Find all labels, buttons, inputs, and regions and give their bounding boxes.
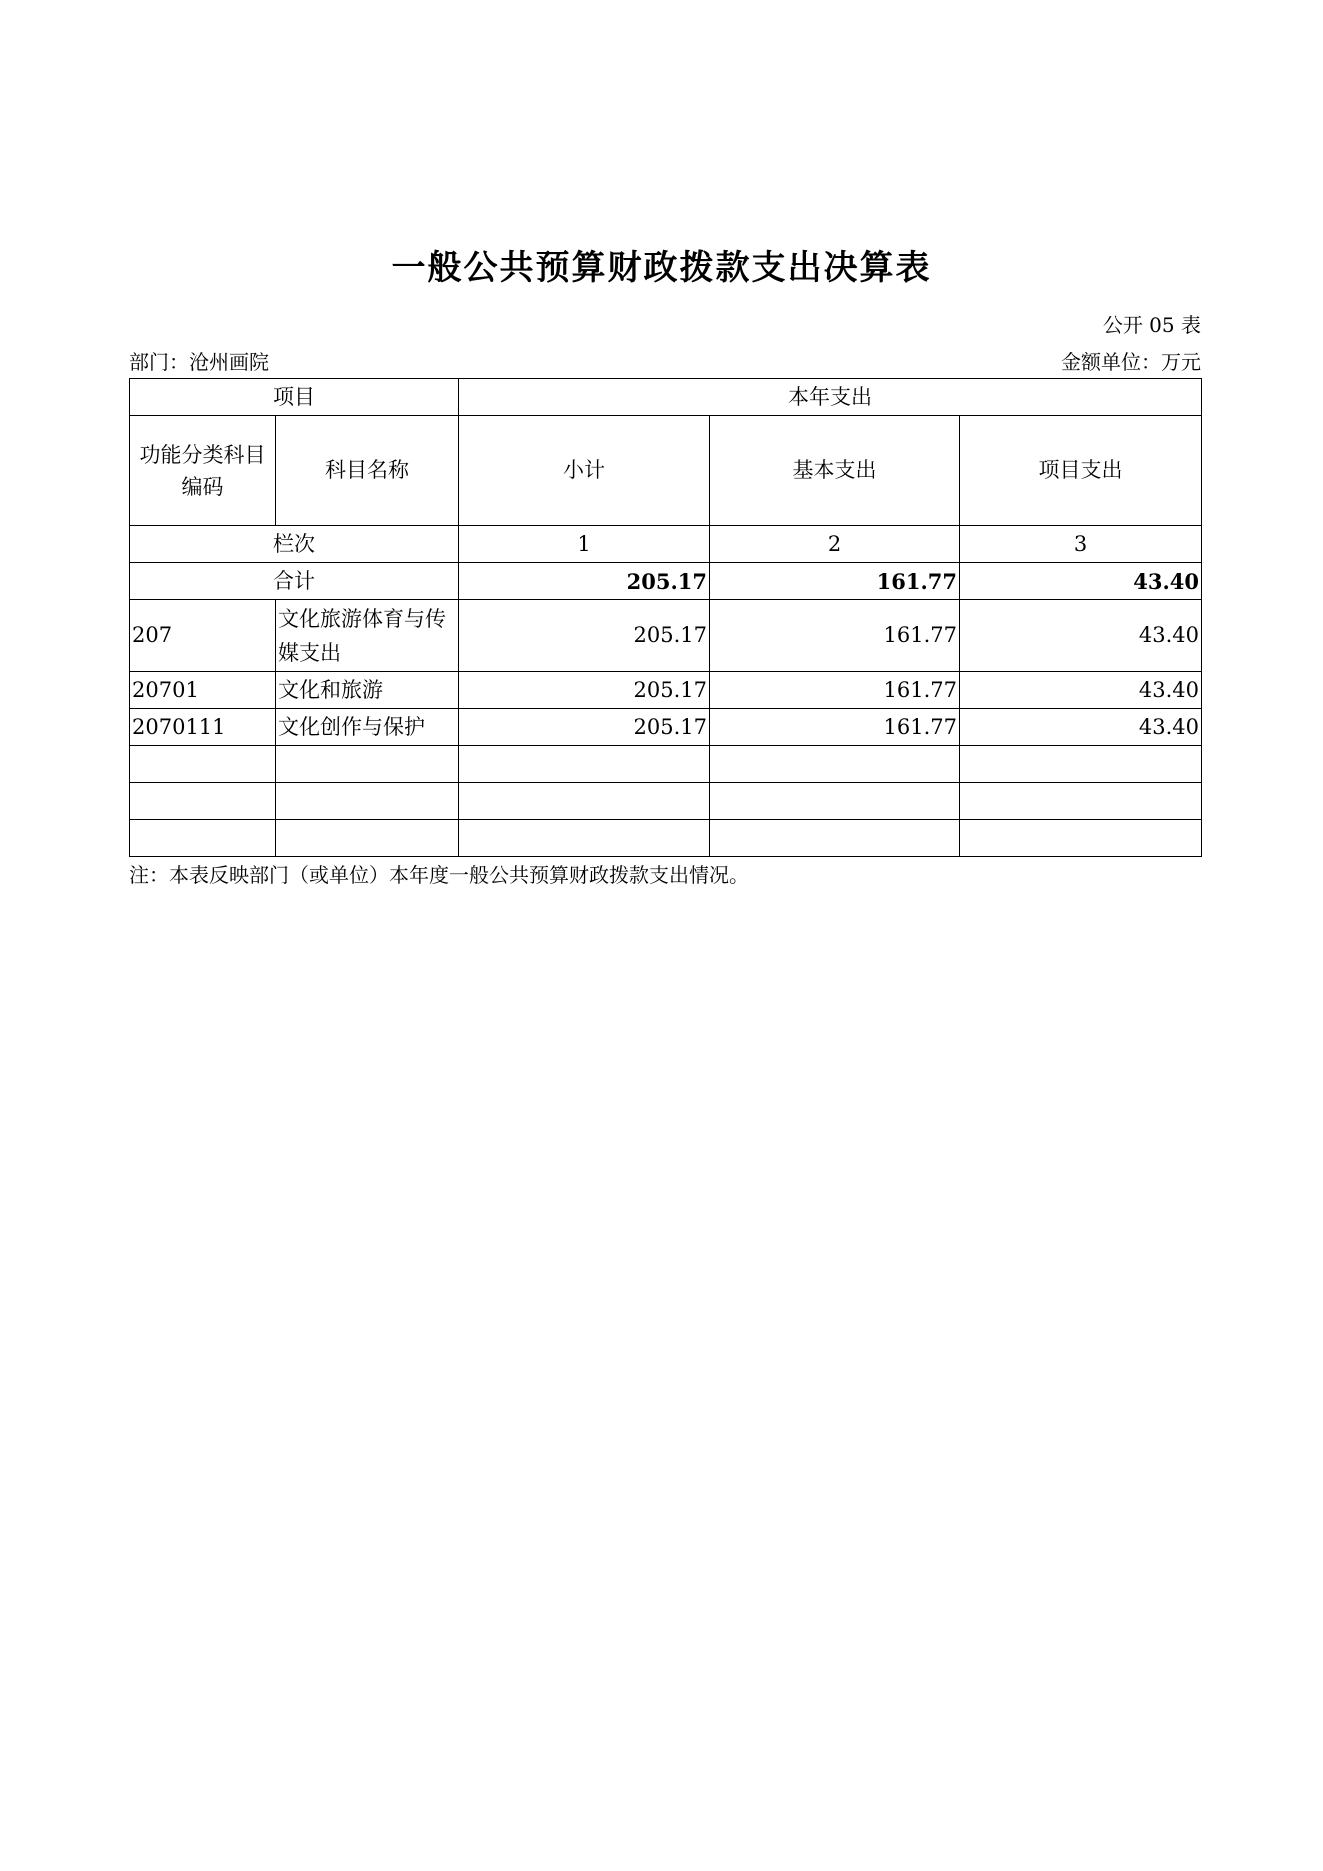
- row-project: 43.40: [960, 600, 1202, 672]
- row-name: 文化和旅游: [276, 672, 459, 709]
- row-project: 43.40: [960, 709, 1202, 746]
- empty-row: [130, 783, 1202, 820]
- expenditure-table: [129, 378, 1202, 857]
- empty-row: [130, 746, 1202, 783]
- total-basic: 161.77: [710, 563, 960, 600]
- header-project: 项目支出: [960, 416, 1202, 526]
- row-code: 2070111: [130, 709, 276, 746]
- header-basic: 基本支出: [710, 416, 960, 526]
- total-subtotal: 205.17: [459, 563, 710, 600]
- header-subtotal: 小计: [459, 416, 710, 526]
- row-code: 207: [130, 600, 276, 672]
- amount-unit-label: 金额单位：万元: [1061, 350, 1201, 374]
- row-name: 文化创作与保护: [276, 709, 459, 746]
- row-subtotal: 205.17: [459, 672, 710, 709]
- row-basic: 161.77: [710, 709, 960, 746]
- header-code: 功能分类科目编码: [130, 416, 276, 526]
- row-subtotal: 205.17: [459, 600, 710, 672]
- row-subtotal: 205.17: [459, 709, 710, 746]
- row-name: 文化旅游体育与传媒支出: [276, 600, 459, 672]
- empty-row: [130, 820, 1202, 857]
- header-name: 科目名称: [276, 416, 459, 526]
- header-row-top: [130, 379, 1202, 416]
- department-label: 部门：沧州画院: [129, 350, 269, 374]
- column-number-2: 2: [710, 526, 960, 563]
- page-title: 一般公共预算财政拨款支出决算表: [391, 248, 932, 288]
- table-row: [130, 709, 1202, 746]
- header-row-columns: [130, 416, 1202, 526]
- header-current-year: 本年支出: [459, 379, 1202, 416]
- column-number-3: 3: [960, 526, 1202, 563]
- column-number-1: 1: [459, 526, 710, 563]
- row-code: 20701: [130, 672, 276, 709]
- header-item: 项目: [130, 379, 459, 416]
- row-basic: 161.77: [710, 600, 960, 672]
- table-code: 公开 05 表: [1102, 313, 1201, 337]
- table-row: [130, 672, 1202, 709]
- total-project: 43.40: [960, 563, 1202, 600]
- column-label: 栏次: [130, 526, 459, 563]
- total-row: [130, 563, 1202, 600]
- row-project: 43.40: [960, 672, 1202, 709]
- row-basic: 161.77: [710, 672, 960, 709]
- table-row: [130, 600, 1202, 672]
- total-label: 合计: [130, 563, 459, 600]
- column-number-row: [130, 526, 1202, 563]
- footnote: 注：本表反映部门（或单位）本年度一般公共预算财政拨款支出情况。: [129, 863, 749, 887]
